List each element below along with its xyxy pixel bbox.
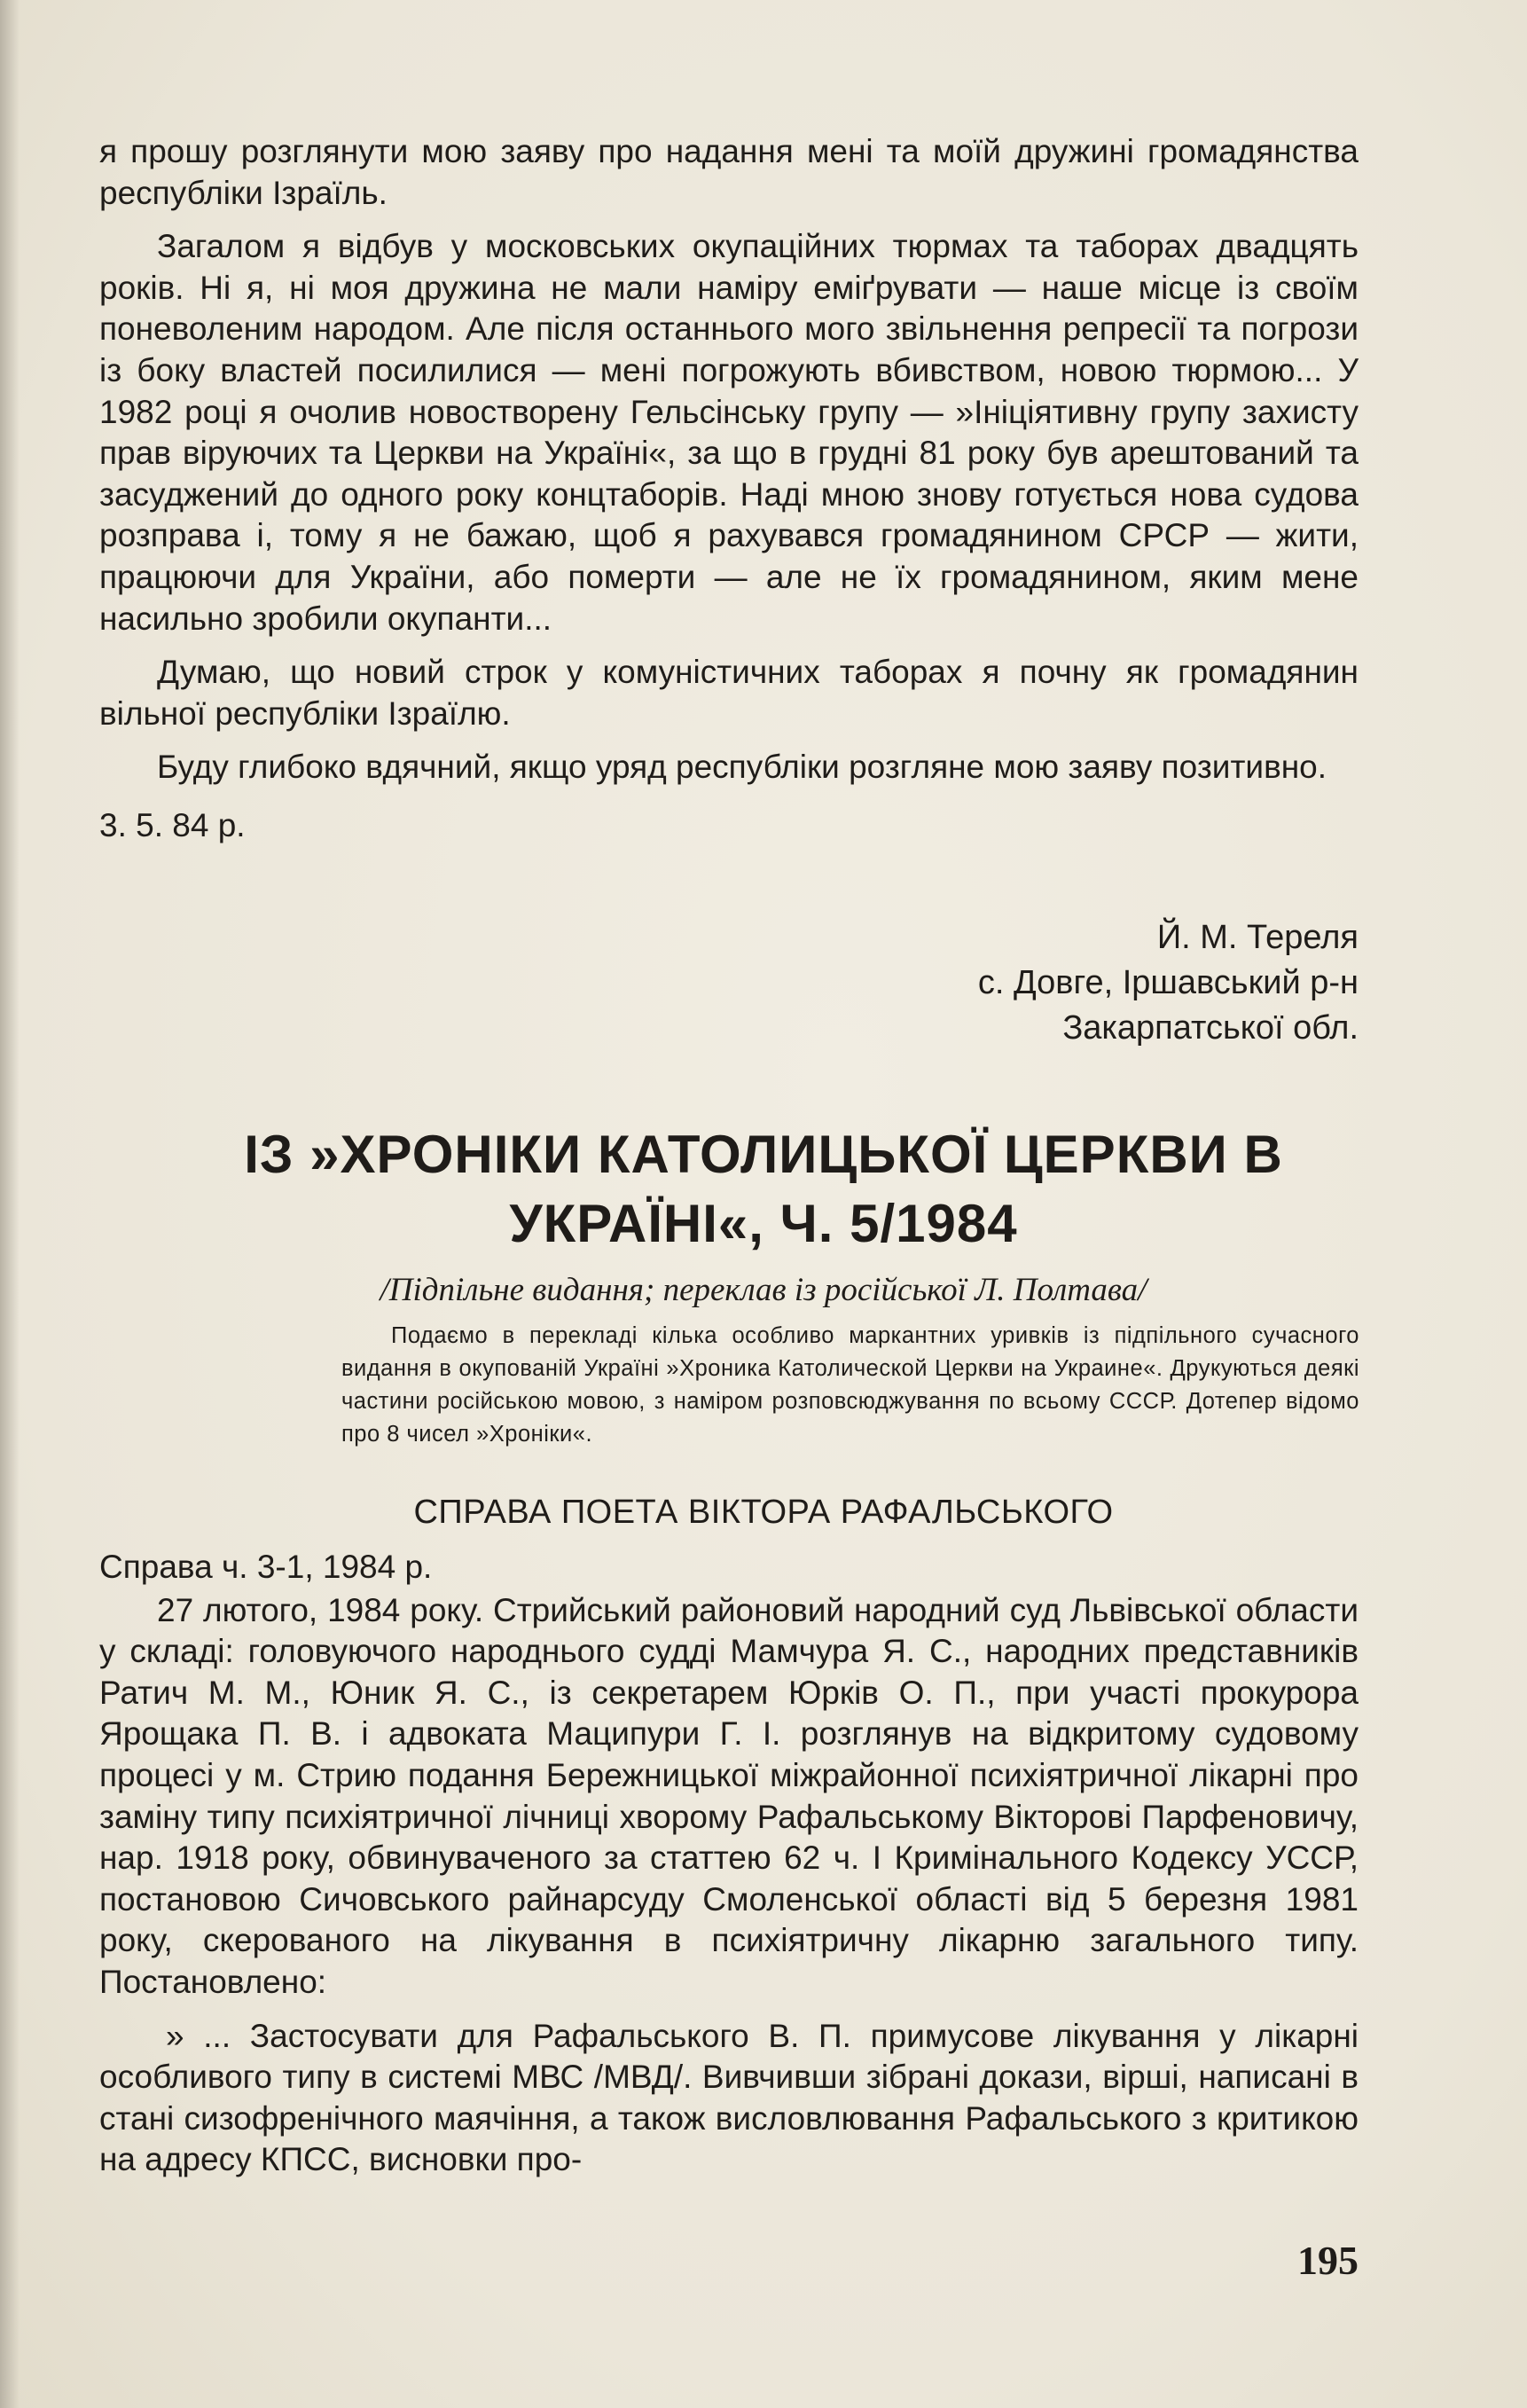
signature-region: Закарпатської обл. [1062, 1009, 1359, 1047]
letter-paragraph-3: Думаю, що новий строк у комуністичних таборах я почну як громадянин вільної республіки Ізраїлю. [99, 654, 1359, 732]
section-heading: СПРАВА ПОЕТА ВІКТОРА РАФАЛЬСЬКОГО [413, 1494, 1114, 1531]
case-number: Справа ч. 3-1, 1984 р. [99, 1549, 433, 1585]
article-body [99, 1547, 1359, 2181]
article-intro: Подаємо в перекладі кілька особливо маркантних уривків із підпільного сучасного видання в окупованій Україні »Хроника Католической Церкви на Украине«. Друкуються деякі частини російською мовою, з наміром розповсюджування по всьому СССР. Дотепер відомо про 8 чисел »Хроніки«. [341, 1323, 1359, 1447]
article-paragraph-1: 27 лютого, 1984 року. Стрийський районовий народний суд Львівської области у складі: головуючого народнього судді Мамчура Я. С., народних представників Ратич М. М., Юник Я. С., із секретарем Юрків О. П., при участі прокурора Ярощака П. В. і адвоката Маципури Г. І. розглянув на відкритому судовому процесі у м. Стрию подання Бережницької міжрайонної психіятричної лікарні про заміну типу психіятричної лічниці хворому Рафальському Вікторові Парфеновичу, нар. 1918 року, обвинуваченого за статтею 62 ч. І Кримінального Кодексу УССР, постановою Сичовського райнарсуду Смоленської області від 5 березня 1981 року, скерованого на лікування в психіятричну лікарню загального типу. Постановлено: [99, 1591, 1359, 2000]
signature-block [978, 915, 1359, 1051]
letter-date: 3. 5. 84 р. [99, 806, 246, 843]
signature-place: с. Довге, Іршавський р-н [977, 964, 1359, 1001]
letter-paragraph-4: Буду глибоко вдячний, якщо уряд республіки розгляне мою заяву позитивно. [157, 749, 1327, 786]
article-title-line-2: УКРАЇНІ«, Ч. 5/1984 [509, 1194, 1018, 1253]
article-title-line-1: ІЗ »ХРОНІКИ КАТОЛИЦЬКОЇ ЦЕРКВИ В [244, 1125, 1283, 1184]
page-number: 195 [1297, 2238, 1359, 2283]
signature-name: Й. М. Тереля [1156, 919, 1359, 956]
letter-body [99, 131, 1359, 846]
letter-paragraph-1: я прошу розглянути мою заяву про надання мені та моїй дружині громадянства республіки Ізраїль. [99, 133, 1359, 211]
letter-paragraph-2: Загалом я відбув у московських окупаційних тюрмах та таборах двадцять років. Ні я, ні моя дружина не мали наміру еміґрувати — наше місце із своїм поневоленим народом. Але після останнього мого звільнення репресії та погрози із боку властей посилилися — мені погрожують вбивством, новою тюрмою... У 1982 році я очолив новостворену Гельсінську групу — »Ініціятивну групу захисту прав віруючих та Церкви на Україні«, за що в грудні 81 року був арештований та засуджений до одного року концтаборів. Наді мною знову готується нова судова розправа і, тому я не бажаю, щоб я рахувався громадянином СРСР — жити, працюючи для України, або померти — але не їх громадянином, яким мене насильно зробили окупанти... [99, 228, 1359, 637]
article-subtitle: /Підпільне видання; переклав із російської Л. Полтава/ [380, 1272, 1147, 1308]
article-paragraph-2: » ... Застосувати для Рафальського В. П. примусове лікування у лікарні особливого типу в системі МВС /МВД/. Вивчивши зібрані докази, вірші, написані в стані сизофренічного маячіння, а також висловлювання Рафальського з критикою на адресу КПСС, висновки про- [99, 2017, 1359, 2178]
